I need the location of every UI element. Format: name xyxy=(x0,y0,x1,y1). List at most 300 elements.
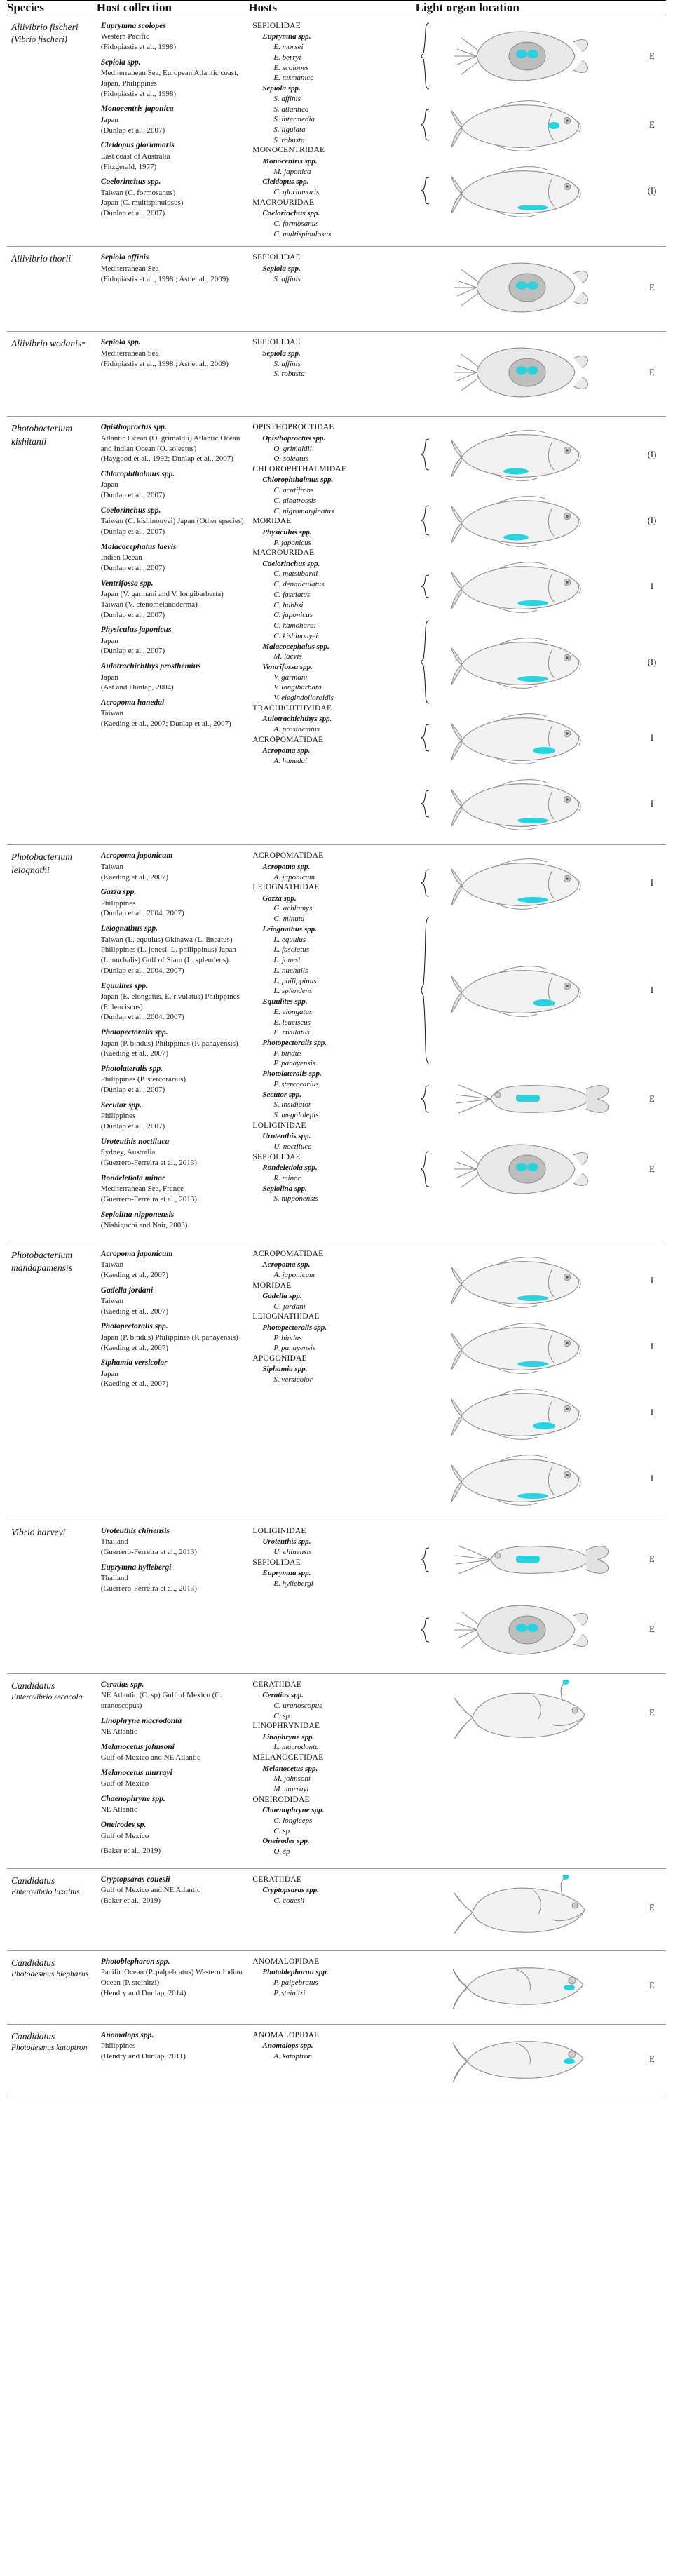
host-species: P. bindus xyxy=(273,1048,302,1058)
host-family: LEIOGNATHIDAE xyxy=(252,1312,320,1321)
host-collection-location: NE Atlantic xyxy=(100,1727,138,1736)
host-collection-location: Western Pacific xyxy=(100,32,149,41)
host-collection-location: Mediterranean Sea, France xyxy=(100,1185,184,1194)
organism-figure xyxy=(434,1875,639,1942)
column-header-species: Species xyxy=(7,1,97,15)
host-species: L. equulus xyxy=(273,935,306,944)
host-collection-entry xyxy=(101,1210,245,1231)
column-header-light-organ-location: Light organ location xyxy=(416,1,666,15)
host-collection-reference: (Kaeding et al., 2007) xyxy=(100,1343,168,1352)
species-cell xyxy=(7,417,97,845)
host-collection-name: Photopectoralis spp. xyxy=(100,1322,168,1331)
light-organ-figure-row xyxy=(420,1526,662,1593)
host-genus: Acropoma spp. xyxy=(262,1260,311,1269)
host-taxon-block xyxy=(252,337,411,379)
brace-bracket xyxy=(420,438,431,471)
host-species: E. morsei xyxy=(273,43,304,52)
table-row xyxy=(7,417,666,845)
host-genus: Gadella spp. xyxy=(262,1291,302,1300)
bobtail-squid-diagram xyxy=(449,1595,624,1665)
light-organ-location-label: E xyxy=(649,367,655,377)
species-cell xyxy=(7,15,97,247)
light-organ-location-cell xyxy=(416,1868,666,1950)
light-organ-figure-row xyxy=(420,1249,662,1314)
host-collection-cell xyxy=(97,845,249,1243)
host-taxon-block xyxy=(252,1281,411,1312)
host-collection-name: Opisthoproctus spp. xyxy=(100,423,167,432)
host-family: LOLIGINIDAE xyxy=(252,1526,306,1535)
host-family: LINOPHRYNIDAE xyxy=(252,1722,320,1731)
host-collection-reference: (Dunlap et al., 2007) xyxy=(100,491,165,500)
host-family: MELANOCETIDAE xyxy=(252,1753,324,1762)
host-genus: Photoblepharon spp. xyxy=(262,1968,329,1977)
host-family: ACROPOMATIDAE xyxy=(252,735,324,744)
organism-figure xyxy=(434,958,639,1023)
species-cell xyxy=(7,332,97,417)
host-taxon-block xyxy=(252,83,411,145)
species-cell xyxy=(7,1520,97,1673)
host-species: S. nipponensis xyxy=(273,1194,318,1203)
host-taxon-block xyxy=(252,1753,411,1795)
host-family: MACROURIDAE xyxy=(252,198,315,207)
host-species: V. longibarbata xyxy=(273,683,322,692)
species-subname: Enterovibrio escacola xyxy=(11,1692,83,1701)
light-organ-figure-row xyxy=(420,771,662,836)
host-genus: Uroteuthis spp. xyxy=(262,1132,311,1141)
host-family: MORIDAE xyxy=(252,517,292,526)
light-organ-location-label: E xyxy=(649,2054,655,2065)
organism-figure xyxy=(434,1381,639,1445)
brace-bracket xyxy=(420,109,431,141)
host-collection-location: Mediterranean Sea, European Atlantic coast, Japan, Philippines xyxy=(100,69,238,88)
bobtail-squid-diagram xyxy=(449,252,624,323)
host-species: C. sp xyxy=(273,1826,290,1835)
host-collection-location: Gulf of Mexico and NE Atlantic xyxy=(100,1753,200,1762)
host-collection-location: Gulf of Mexico xyxy=(100,1831,149,1840)
host-collection-name: Sepiola spp. xyxy=(100,58,141,67)
host-taxon-block xyxy=(252,422,411,464)
organism-figure xyxy=(434,1526,639,1593)
host-collection-reference: (Baker et al., 2019) xyxy=(100,1896,161,1906)
host-species: C. denaticulatus xyxy=(273,580,325,589)
host-taxon-block xyxy=(252,997,411,1038)
host-collection-reference: (Guerrero-Ferreira et al., 2013) xyxy=(100,1194,197,1203)
host-species: C. gloriamaris xyxy=(273,188,320,197)
organism-figure xyxy=(434,1680,639,1747)
fish-diagram xyxy=(449,93,624,157)
host-genus: Rondeletiola spp. xyxy=(262,1164,318,1173)
host-collection-location: Indian Ocean xyxy=(100,553,142,562)
organism-figure xyxy=(434,706,639,770)
host-family: SEPIOLIDAE xyxy=(252,1558,301,1567)
host-taxon-block xyxy=(252,464,411,516)
host-collection-name: Ventrifossa spp. xyxy=(100,579,154,588)
host-genus: Linophryne spp. xyxy=(262,1732,315,1741)
host-collection-reference: (Dunlap et al., 2004, 2007) xyxy=(100,1013,184,1022)
host-collection-name: Photoblepharon spp. xyxy=(100,1957,170,1966)
brace-bracket xyxy=(420,869,431,897)
host-collection-name: Chlorophthalmus spp. xyxy=(100,470,175,479)
brace-bracket xyxy=(420,1617,431,1643)
hosts-cell xyxy=(248,417,415,845)
host-collection-location: Pacific Ocean (P. palpebratus) Western Indian Ocean (P. steinitzi) xyxy=(100,1968,243,1988)
hosts-cell xyxy=(248,1868,415,1950)
light-organ-location-cell xyxy=(416,1950,666,2024)
host-taxon-block xyxy=(252,642,411,662)
host-collection-reference: (Fidopiastis et al., 1998 ; Ast et al., 2009) xyxy=(100,274,229,283)
fish-diagram xyxy=(449,1447,624,1511)
hosts-cell xyxy=(248,1673,415,1868)
host-species: S. robusta xyxy=(273,370,305,379)
host-collection-name: Cryptopsaras couesii xyxy=(100,1875,170,1884)
light-organ-location-label: (I) xyxy=(647,515,657,525)
host-collection-location: Japan xyxy=(100,115,118,124)
host-taxon-block xyxy=(252,882,411,924)
host-taxon-block xyxy=(252,1721,411,1753)
light-organ-figure-row xyxy=(420,21,662,91)
light-organ-figure-row xyxy=(420,1065,662,1133)
host-species: E. berryi xyxy=(273,53,301,62)
host-collection-reference: (Dunlap et al., 2004, 2007) xyxy=(100,966,184,975)
organism-figure xyxy=(434,21,639,91)
host-collection-cell xyxy=(97,1673,249,1868)
light-organ-location-cell xyxy=(416,15,666,247)
bobtail-squid-diagram xyxy=(449,21,624,91)
light-organ-figure-row xyxy=(420,159,662,223)
host-genus: Coelorinchus spp. xyxy=(262,559,320,568)
hosts-cell xyxy=(248,1520,415,1673)
host-species: C. couesii xyxy=(273,1896,305,1906)
host-collection-reference: (Dunlap et al., 2007) xyxy=(100,610,165,619)
light-organ-location-label: I xyxy=(650,1342,654,1352)
flashlight-fish-diagram xyxy=(449,1957,624,2016)
host-collection-location: Mediterranean Sea xyxy=(100,349,159,358)
host-collection-reference: (Haygood et al., 1992; Dunlap et al., 2007) xyxy=(100,454,233,464)
host-family: ACROPOMATIDAE xyxy=(252,1249,324,1258)
host-family: ONEIRODIDAE xyxy=(252,1795,310,1804)
brace-bracket xyxy=(420,1547,431,1572)
brace-bracket xyxy=(420,574,431,598)
host-species: S. megalolepis xyxy=(273,1111,319,1120)
light-organ-location-label: I xyxy=(650,1276,654,1286)
host-genus: Leiognathus spp. xyxy=(262,924,317,933)
light-organ-location-cell xyxy=(416,417,666,845)
hosts-cell xyxy=(248,247,415,332)
host-taxon-block xyxy=(252,1957,411,1999)
host-collection-entry xyxy=(101,851,245,882)
host-collection-reference: (Hendry and Dunlap, 2011) xyxy=(100,2052,186,2061)
host-collection-reference: (Kaeding et al., 2007) xyxy=(100,1307,168,1316)
table-row xyxy=(7,1520,666,1673)
host-genus: Melanocetus spp. xyxy=(262,1764,318,1773)
species-name: Candidatus xyxy=(11,1680,55,1691)
host-collection-name: Uroteuthis noctiluca xyxy=(100,1137,170,1146)
hosts-cell xyxy=(248,15,415,247)
host-family: ANOMALOPIDAE xyxy=(252,1957,320,1966)
host-collection-location: Japan xyxy=(100,636,118,645)
host-collection-cell xyxy=(97,1868,249,1950)
host-genus: Anomalops spp. xyxy=(262,2042,313,2051)
host-genus: Gazza spp. xyxy=(262,893,297,903)
table-row xyxy=(7,1243,666,1520)
host-collection-entry xyxy=(101,1768,245,1789)
host-genus: Malacocephalus spp. xyxy=(262,642,329,651)
host-collection-name: Coelorinchus spp. xyxy=(100,177,161,187)
host-species: R. minor xyxy=(273,1173,301,1182)
host-species: C. albatrossis xyxy=(273,496,317,505)
light-organ-location-label: E xyxy=(649,1624,655,1635)
host-species: P. panayensis xyxy=(273,1059,316,1068)
hosts-cell xyxy=(248,845,415,1243)
host-species: V. elegindoiloroidis xyxy=(273,694,334,703)
host-genus: Acropoma spp. xyxy=(262,862,311,871)
host-taxon-block xyxy=(252,662,411,703)
host-taxon-block xyxy=(252,198,411,240)
loligo-squid-diagram xyxy=(449,1065,624,1133)
host-genus: Chlorophthalmus spp. xyxy=(262,476,334,485)
host-species: A. japonicum xyxy=(273,1270,315,1279)
host-collection-reference: (Guerrero-Ferreira et al., 2013) xyxy=(100,1547,197,1556)
host-collection-location: Taiwan xyxy=(100,1260,123,1269)
host-taxon-block xyxy=(252,1249,411,1281)
host-family: TRACHICHTHYIDAE xyxy=(252,703,332,713)
hosts-cell xyxy=(248,332,415,417)
host-taxon-block xyxy=(252,851,411,882)
host-collection-name: Melanocetus johnsoni xyxy=(100,1742,175,1751)
host-genus: Aulotrachichthys spp. xyxy=(262,715,332,724)
fish-diagram xyxy=(449,1249,624,1314)
light-organ-figure-row xyxy=(420,93,662,157)
host-genus: Chaenophryne spp. xyxy=(262,1806,325,1815)
host-genus: Monocentris spp. xyxy=(262,156,318,166)
light-organ-figure-row xyxy=(420,1134,662,1204)
host-species: E. leuciscus xyxy=(273,1018,311,1027)
host-genus: Sepiola spp. xyxy=(262,84,301,93)
host-species: P. stercorarius xyxy=(273,1079,319,1088)
host-collection-entry xyxy=(101,661,245,693)
host-collection-entry xyxy=(101,1820,245,1841)
host-collection-reference: (Dunlap et al., 2007) xyxy=(100,126,165,135)
host-family: LEIOGNATHIDAE xyxy=(252,883,320,892)
host-family: MONOCENTRIDAE xyxy=(252,146,325,155)
host-species: A. hanedai xyxy=(273,756,308,765)
light-organ-location-label: E xyxy=(649,50,655,61)
host-collection-entry xyxy=(101,1563,245,1594)
light-organ-location-cell xyxy=(416,1520,666,1673)
host-genus: Ventrifossa spp. xyxy=(262,663,313,672)
species-footnote-marker: * xyxy=(81,341,86,349)
host-collection-location: Japan (P. bindus) Philippines (P. panayensis) xyxy=(100,1333,238,1342)
host-collection-entry xyxy=(101,1249,245,1281)
host-species: U. chinensis xyxy=(273,1547,312,1556)
host-collection-entry xyxy=(101,1173,245,1205)
host-family: SEPIOLIDAE xyxy=(252,22,301,30)
organism-figure xyxy=(434,554,639,619)
host-species: L. nuchalis xyxy=(273,966,308,975)
brace-bracket xyxy=(420,790,431,818)
table-row xyxy=(7,15,666,247)
host-collection-entry xyxy=(101,422,245,464)
host-collection-location: Taiwan xyxy=(100,1296,123,1305)
host-collection-entry xyxy=(101,252,245,284)
host-collection-location: Taiwan (C. kishinouyei) Japan (Other species) xyxy=(100,517,244,526)
host-taxon-block xyxy=(252,1038,411,1069)
host-collection-name: Sepiola spp. xyxy=(100,338,141,347)
brace-bracket xyxy=(420,917,431,1064)
host-genus: Photopectoralis spp. xyxy=(262,1323,327,1332)
host-species: S. insidiator xyxy=(273,1100,312,1110)
organism-figure xyxy=(434,1134,639,1204)
host-family: MACROURIDAE xyxy=(252,548,315,558)
host-species: E. scolopes xyxy=(273,63,309,72)
light-organ-figure-row xyxy=(420,2030,662,2089)
host-genus: Uroteuthis spp. xyxy=(262,1537,311,1546)
host-genus: Secutor spp. xyxy=(262,1090,301,1099)
organism-figure xyxy=(434,851,639,915)
light-organ-location-label: (I) xyxy=(647,656,657,667)
host-collection-location: Philippines (P. stercorarius) xyxy=(100,1075,186,1084)
organism-figure xyxy=(434,1065,639,1133)
host-collection-entry xyxy=(101,140,245,172)
host-collection-name: Oneirodes sp. xyxy=(100,1821,147,1830)
host-collection-name: Siphamia versicolor xyxy=(100,1358,168,1368)
host-collection-name: Monocentris japonica xyxy=(100,104,174,114)
host-collection-reference: (Dunlap et al., 2007) xyxy=(100,647,165,656)
host-collection-location: Philippines xyxy=(100,1112,136,1121)
host-taxon-block xyxy=(252,252,411,284)
light-organ-figure-row xyxy=(420,620,662,704)
host-collection-cell xyxy=(97,417,249,845)
host-family: ANOMALOPIDAE xyxy=(252,2030,320,2039)
light-organ-location-label: I xyxy=(650,877,654,888)
host-species: A. prosthemius xyxy=(273,725,320,734)
host-family: LOLIGINIDAE xyxy=(252,1121,306,1130)
host-species: E. hyllebergi xyxy=(273,1579,313,1588)
host-species: C. fasciatus xyxy=(273,590,311,599)
light-organ-location-label: I xyxy=(650,581,654,591)
brace-bracket xyxy=(420,177,431,205)
species-cell xyxy=(7,1673,97,1868)
organism-figure xyxy=(434,1315,639,1380)
host-family: SEPIOLIDAE xyxy=(252,1152,301,1161)
host-genus: Photolateralis spp. xyxy=(262,1070,322,1079)
host-collection-entry xyxy=(101,506,245,537)
host-collection-name: Ceratias spp. xyxy=(100,1680,144,1689)
light-organ-location-label: I xyxy=(650,1408,654,1418)
host-genus: Photopectoralis spp. xyxy=(262,1039,327,1047)
host-collection-reference: (Ast and Dunlap, 2004) xyxy=(100,683,174,692)
host-species: C. sp xyxy=(273,1711,290,1720)
host-species: C. kamoharai xyxy=(273,621,316,630)
host-genus: Acropoma spp. xyxy=(262,746,311,755)
host-collection-reference: (Kaeding et al., 2007) xyxy=(100,1270,168,1279)
light-organ-location-label: E xyxy=(649,282,655,292)
fish-diagram xyxy=(449,706,624,770)
host-taxon-block xyxy=(252,548,411,641)
host-collection-entry xyxy=(101,1100,245,1132)
host-family: OPISTHOPROCTIDAE xyxy=(252,423,334,432)
host-collection-name: Sepiola affinis xyxy=(100,253,149,262)
light-organ-figure-row xyxy=(420,1381,662,1445)
host-collection-location: Japan (P. bindus) Philippines (P. panayensis) xyxy=(100,1039,238,1048)
host-collection-location: Thailand xyxy=(100,1573,128,1582)
host-species: O. sp xyxy=(273,1847,290,1856)
fish-diagram xyxy=(449,851,624,915)
host-species: G. minuta xyxy=(273,915,305,924)
host-collection-entry xyxy=(101,924,245,976)
host-taxon-block xyxy=(252,177,411,197)
bobtail-squid-diagram xyxy=(449,1134,624,1204)
species-subname: Enterovibrio luxaltus xyxy=(11,1888,80,1897)
host-species: P. panayensis xyxy=(273,1344,316,1353)
light-organ-figure-row xyxy=(420,1957,662,2016)
light-organ-figure-row xyxy=(420,1595,662,1665)
host-species: S. versicolor xyxy=(273,1375,313,1384)
light-organ-location-label: E xyxy=(649,1981,655,1991)
light-organ-location-cell xyxy=(416,247,666,332)
host-genus: Cryptopsaras spp. xyxy=(262,1886,320,1895)
host-collection-reference: (Dunlap et al., 2007) xyxy=(100,527,165,537)
light-organ-figure-row xyxy=(420,554,662,619)
host-genus: Oneirodes spp. xyxy=(262,1837,310,1846)
host-species: S. affinis xyxy=(273,94,301,103)
host-taxon-block xyxy=(252,703,411,735)
host-collection-cell xyxy=(97,1520,249,1673)
table-row xyxy=(7,332,666,417)
host-collection-name: Linophryne macrodonta xyxy=(100,1716,182,1725)
host-collection-location: Japan (V. garmani and V. longibarbarta) Taiwan (V. ctenomelanoderma) xyxy=(100,590,224,609)
host-family: MORIDAE xyxy=(252,1281,292,1290)
light-organ-location-label: E xyxy=(649,1093,655,1104)
light-organ-location-label: I xyxy=(650,1474,654,1484)
organism-figure xyxy=(434,252,639,323)
host-collection-reference: (Dunlap et al., 2007) xyxy=(100,1122,165,1131)
light-organ-figure-row xyxy=(420,1447,662,1511)
organism-figure xyxy=(434,488,639,553)
host-family: CERATIIDAE xyxy=(252,1875,302,1884)
host-taxon-block xyxy=(252,1526,411,1558)
fish-diagram xyxy=(449,554,624,619)
species-synonym: (Vibrio fischeri) xyxy=(11,34,67,45)
host-collection-reference: (Fitzgerald, 1977) xyxy=(100,162,157,171)
host-species: M. laevis xyxy=(273,652,302,661)
host-collection-entry xyxy=(101,981,245,1023)
host-collection-name: Rondeletiola minor xyxy=(100,1173,165,1182)
fish-diagram xyxy=(449,958,624,1023)
fish-diagram xyxy=(449,422,624,487)
host-collection-name: Melanocetus murrayi xyxy=(100,1768,172,1777)
host-genus: Sepiolina spp. xyxy=(262,1184,307,1193)
host-collection-name: Acropoma hanedai xyxy=(100,699,165,708)
host-collection-location: Japan xyxy=(100,673,118,682)
host-species: M. murrayi xyxy=(273,1785,309,1794)
host-species: C. hubbsi xyxy=(273,600,304,609)
host-collection-entry xyxy=(101,1321,245,1353)
host-collection-entry xyxy=(101,58,245,100)
brace-bracket xyxy=(420,505,431,536)
host-species: L. macrodonta xyxy=(273,1743,319,1752)
host-taxon-block xyxy=(252,516,411,548)
host-collection-name: Euprymna scolopes xyxy=(100,22,166,30)
table-row xyxy=(7,1673,666,1868)
host-collection-name: Anomalops spp. xyxy=(100,2030,154,2039)
light-organ-figure-row xyxy=(420,1315,662,1380)
host-collection-reference: (Kaeding et al., 2007) xyxy=(100,872,168,882)
host-collection-reference: (Baker et al., 2019) xyxy=(100,1847,161,1856)
host-collection-reference: (Hendry and Dunlap, 2014) xyxy=(100,1988,186,1997)
light-organ-location-label: (I) xyxy=(647,449,657,459)
host-species: L. philippinus xyxy=(273,976,317,985)
